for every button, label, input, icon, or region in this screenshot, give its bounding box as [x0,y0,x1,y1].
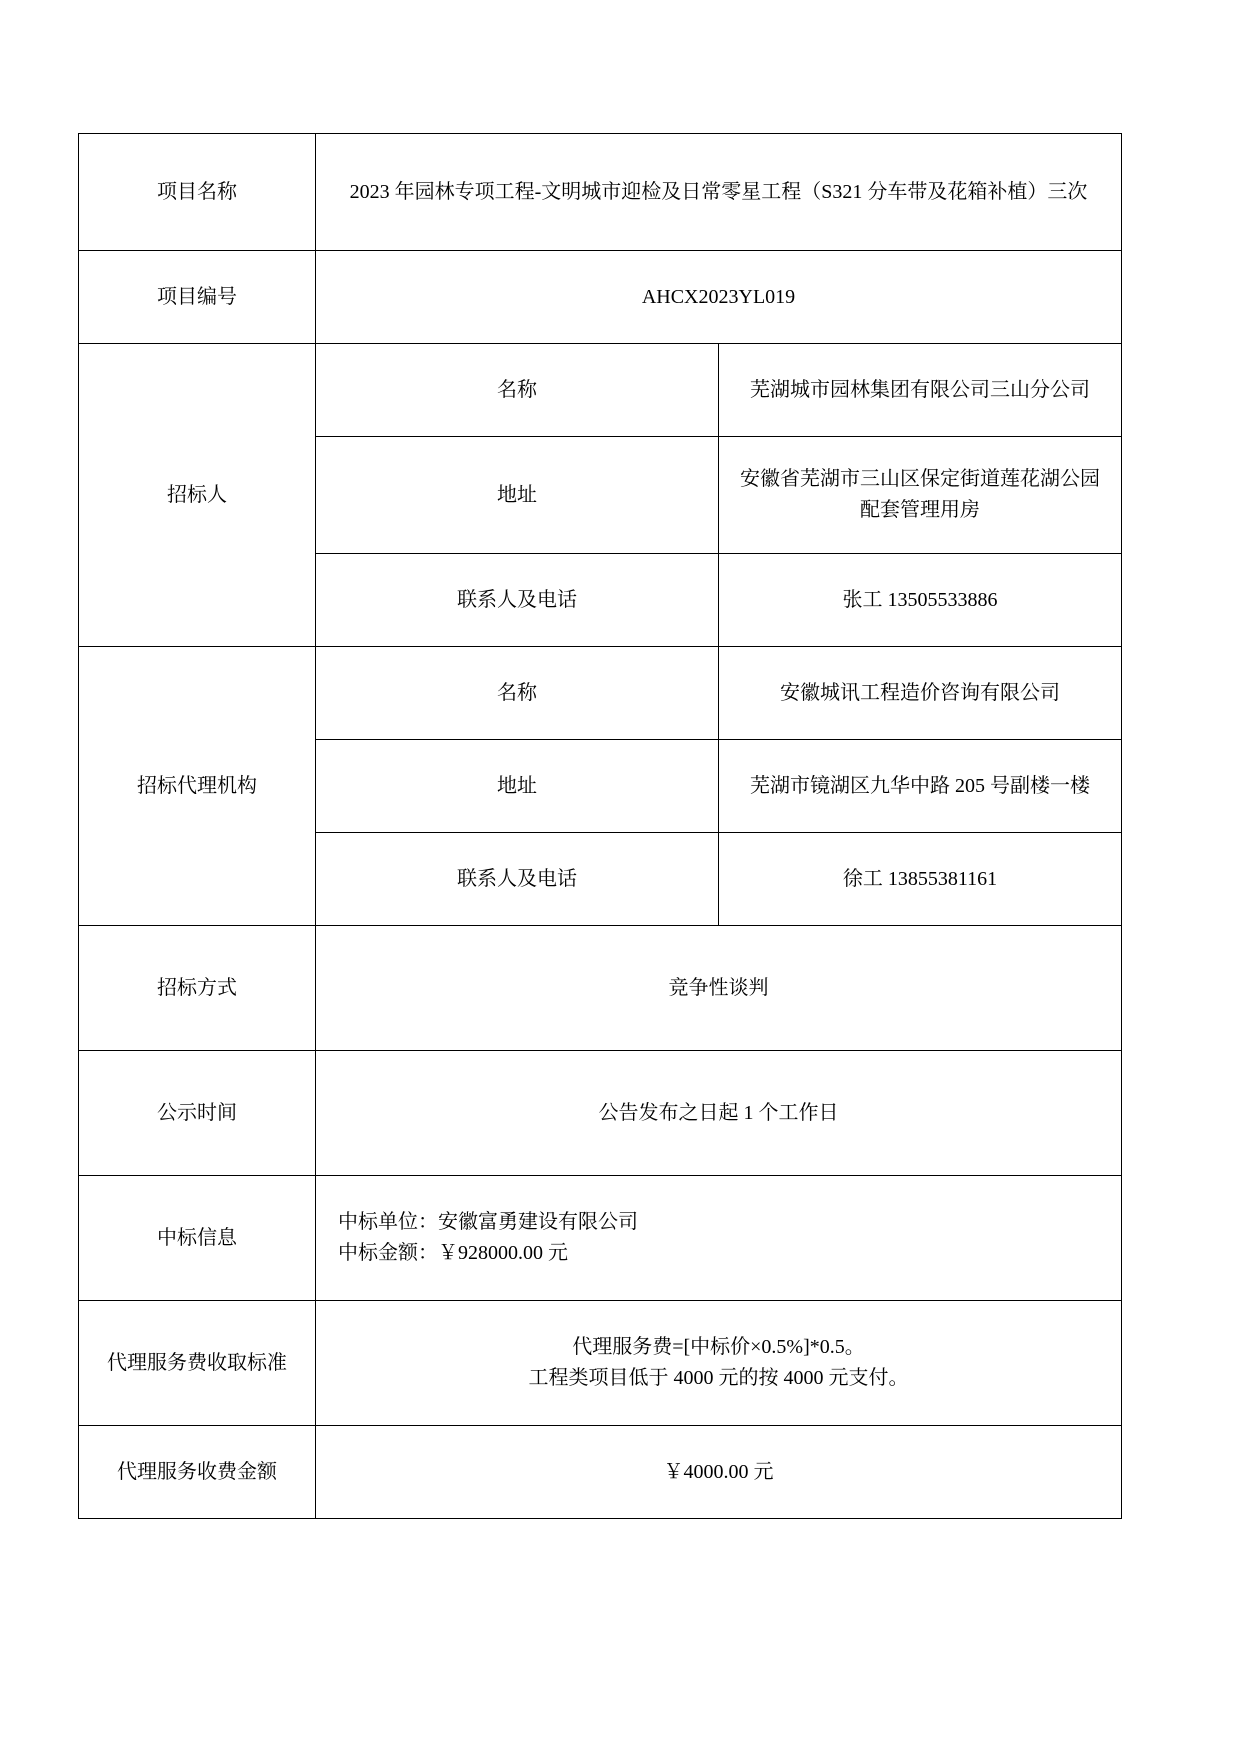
label-tenderee: 招标人 [79,344,316,647]
label-agency-fee-amount: 代理服务收费金额 [79,1426,316,1519]
value-project-number: AHCX2023YL019 [316,251,1122,344]
winning-unit-line: 中标单位：安徽富勇建设有限公司 [338,1211,638,1233]
value-tenderee-name: 芜湖城市园林集团有限公司三山分公司 [719,344,1122,437]
sublabel-agency-name: 名称 [316,647,719,740]
value-agency-name: 安徽城讯工程造价咨询有限公司 [719,647,1122,740]
table-row-tenderee-name [79,344,1122,437]
table-row-tender-method [79,926,1122,1051]
agency-fee-formula-line: 代理服务费=[中标价×0.5%]*0.5。 [572,1336,865,1358]
table-row-publicity-period [79,1051,1122,1176]
value-publicity-period: 公告发布之日起 1 个工作日 [316,1051,1122,1176]
value-agency-address: 芜湖市镜湖区九华中路 205 号副楼一楼 [719,740,1122,833]
label-agency: 招标代理机构 [79,647,316,926]
agency-fee-minimum-line: 工程类项目低于 4000 元的按 4000 元支付。 [528,1367,909,1389]
label-publicity-period: 公示时间 [79,1051,316,1176]
label-project-name: 项目名称 [79,134,316,251]
value-winning-info [316,1176,1122,1301]
value-agency-contact: 徐工 13855381161 [719,833,1122,926]
table-row-agency-fee-amount [79,1426,1122,1519]
sublabel-tenderee-contact: 联系人及电话 [316,554,719,647]
value-tenderee-address: 安徽省芜湖市三山区保定街道莲花湖公园配套管理用房 [719,437,1122,554]
sublabel-tenderee-name: 名称 [316,344,719,437]
value-tenderee-contact: 张工 13505533886 [719,554,1122,647]
table-row-agency-fee-standard [79,1301,1122,1426]
table-row-agency-name [79,647,1122,740]
label-tender-method: 招标方式 [79,926,316,1051]
value-tender-method: 竞争性谈判 [316,926,1122,1051]
table-row-winning-info [79,1176,1122,1301]
table-row-project-number [79,251,1122,344]
value-project-name: 2023 年园林专项工程-文明城市迎检及日常零星工程（S321 分车带及花箱补植）三次 [316,134,1122,251]
label-project-number: 项目编号 [79,251,316,344]
sublabel-agency-address: 地址 [316,740,719,833]
value-agency-fee-standard [316,1301,1122,1426]
sublabel-agency-contact: 联系人及电话 [316,833,719,926]
sublabel-tenderee-address: 地址 [316,437,719,554]
label-agency-fee-standard: 代理服务费收取标准 [79,1301,316,1426]
value-agency-fee-amount: ￥4000.00 元 [316,1426,1122,1519]
table-row-project-name [79,134,1122,251]
winning-amount-line: 中标金额：￥928000.00 元 [338,1242,568,1264]
bid-result-table [78,133,1122,1519]
label-winning-info: 中标信息 [79,1176,316,1301]
